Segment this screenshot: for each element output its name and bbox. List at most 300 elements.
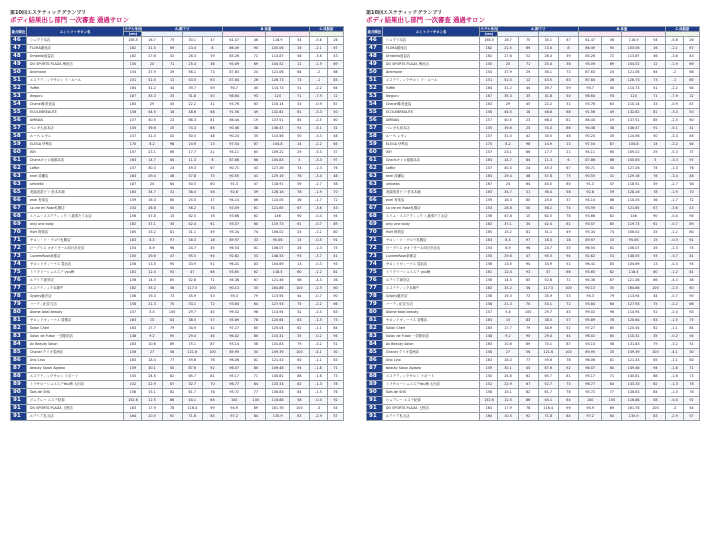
value-cell: 41: [327, 253, 343, 261]
rank-cell: 55: [11, 109, 27, 117]
value-cell: 91.3: [223, 181, 246, 189]
salon-name-cell: サロンドヴィーナス 豊浜店: [382, 261, 480, 269]
value-cell: 161.76: [622, 405, 645, 413]
value-cell: 96: [246, 309, 266, 317]
value-cell: 43: [683, 205, 699, 213]
value-cell: 162: [480, 45, 498, 53]
value-cell: -1.5: [309, 389, 327, 397]
table-row: [367, 269, 700, 277]
rank-cell: 47: [367, 45, 383, 53]
value-cell: -2.5: [309, 285, 327, 293]
value-cell: -0.9: [309, 101, 327, 109]
value-cell: 85: [162, 277, 182, 285]
value-cell: 25.4: [538, 61, 558, 69]
salon-name-cell: エステティックサロン ラポート: [26, 373, 124, 381]
value-cell: 126.73: [622, 77, 645, 85]
value-cell: 18: [202, 237, 222, 245]
value-cell: 93.59: [579, 205, 602, 213]
value-cell: 62: [289, 325, 309, 333]
value-cell: 64: [558, 397, 578, 405]
value-cell: -3.6: [309, 53, 327, 61]
value-cell: 154: [480, 69, 498, 77]
value-cell: 40: [246, 85, 266, 93]
value-cell: 73: [518, 293, 538, 301]
table-row: [367, 157, 700, 165]
rank-cell: 65: [11, 189, 27, 197]
rank-cell: 87: [367, 365, 383, 373]
salon-name-cell: HoH 阿賀店: [26, 229, 124, 237]
value-cell: -3.4: [309, 173, 327, 181]
value-cell: 80: [602, 365, 622, 373]
value-cell: 76: [327, 389, 343, 397]
value-cell: 118.4: [266, 269, 289, 277]
value-cell: 98.64: [579, 93, 602, 101]
value-cell: 47: [202, 37, 222, 45]
value-cell: 24.7: [538, 245, 558, 253]
value-cell: 157: [480, 165, 498, 173]
value-cell: 90.71: [223, 165, 246, 173]
value-cell: 13: [645, 261, 665, 269]
value-cell: 167: [480, 93, 498, 101]
value-cell: 64: [327, 141, 343, 149]
value-cell: 64: [518, 181, 538, 189]
value-cell: 120.64: [622, 317, 645, 325]
value-cell: 48: [202, 133, 222, 141]
value-cell: 60: [327, 285, 343, 293]
salon-name-cell: Av Beauty Salon: [382, 341, 480, 349]
value-cell: 59: [202, 85, 222, 93]
value-cell: 159: [480, 365, 498, 373]
value-cell: -1.3: [665, 381, 683, 389]
value-cell: 27: [142, 349, 162, 357]
value-cell: 30.5: [538, 133, 558, 141]
value-cell: 41: [602, 173, 622, 181]
value-cell: -1.3: [665, 245, 683, 253]
value-cell: 157: [124, 133, 142, 141]
rank-cell: 76: [367, 277, 383, 285]
value-cell: 113.94: [622, 293, 645, 301]
value-cell: 47.8: [142, 213, 162, 221]
value-cell: 9.2: [142, 333, 162, 341]
value-cell: 21.5: [498, 45, 518, 53]
value-cell: 70: [558, 381, 578, 389]
value-cell: 81: [602, 245, 622, 253]
value-cell: 79: [246, 293, 266, 301]
value-cell: 30: [327, 349, 343, 357]
value-cell: 8: [202, 45, 222, 53]
rank-cell: 51: [11, 77, 27, 85]
value-cell: 90: [645, 213, 665, 221]
value-cell: 56.1: [182, 69, 202, 77]
value-cell: 135.9: [266, 413, 289, 421]
value-cell: -2.4: [665, 309, 683, 317]
salon-name-cell: Ikeguru: [26, 93, 124, 101]
value-cell: 16: [289, 45, 309, 53]
value-cell: -0.7: [309, 293, 327, 301]
value-cell: 156: [480, 213, 498, 221]
value-cell: 8: [558, 45, 578, 53]
value-cell: 53: [202, 293, 222, 301]
rank-cell: 53: [367, 93, 383, 101]
salon-name-cell: Anemone: [26, 69, 124, 77]
salon-name-cell: ECOLEBREAUTE: [26, 109, 124, 117]
value-cell: 50: [162, 205, 182, 213]
value-cell: 66.3: [182, 117, 202, 125]
table-row: [367, 229, 700, 237]
value-cell: 15: [645, 237, 665, 245]
value-cell: 31.2: [142, 85, 162, 93]
value-cell: 96.06: [579, 357, 602, 365]
value-cell: -2.2: [309, 141, 327, 149]
value-cell: -2.7: [665, 181, 683, 189]
value-cell: 81: [246, 245, 266, 253]
value-cell: 89.95: [223, 349, 246, 357]
value-cell: 36: [202, 61, 222, 69]
table-row: [11, 189, 344, 197]
value-cell: 127.93: [622, 301, 645, 309]
value-cell: 79: [289, 341, 309, 349]
salon-name-cell: Sols de SHU: [26, 389, 124, 397]
value-cell: 54: [327, 405, 343, 413]
value-cell: 31: [683, 125, 699, 133]
value-cell: 64: [602, 301, 622, 309]
value-cell: 19.3: [498, 293, 518, 301]
value-cell: 31: [162, 189, 182, 197]
value-cell: 65: [645, 357, 665, 365]
value-cell: -1.9: [665, 61, 683, 69]
value-cell: 71: [327, 365, 343, 373]
value-cell: 163: [480, 357, 498, 365]
value-cell: 43: [683, 53, 699, 61]
value-cell: 49: [602, 109, 622, 117]
value-cell: -0.5: [309, 237, 327, 245]
rank-cell: 52: [367, 85, 383, 93]
value-cell: 18: [518, 109, 538, 117]
value-cell: 140.81: [266, 373, 289, 381]
rank-cell: 60: [367, 149, 383, 157]
salon-name-cell: Salon Cheri: [26, 325, 124, 333]
rank-cell: 54: [367, 101, 383, 109]
value-cell: 96.02: [579, 333, 602, 341]
value-cell: 154: [480, 245, 498, 253]
value-cell: 14.7: [498, 157, 518, 165]
value-cell: 131.83: [622, 341, 645, 349]
col-group-a: A.脚下寸: [142, 27, 223, 32]
value-cell: -4.3: [309, 277, 327, 285]
value-cell: 43: [327, 53, 343, 61]
value-cell: 36: [162, 285, 182, 293]
table-row: [367, 165, 700, 173]
value-cell: 74.3: [538, 125, 558, 133]
value-cell: 29: [518, 69, 538, 77]
value-cell: 64: [289, 69, 309, 77]
value-cell: 92.62: [223, 253, 246, 261]
col-group-a: A.脚下寸: [498, 27, 579, 32]
salon-name-cell: HoH 阿賀店: [382, 229, 480, 237]
value-cell: 8.2: [142, 141, 162, 149]
value-cell: 93: [683, 261, 699, 269]
rank-cell: 46: [367, 37, 383, 45]
value-cell: 47: [602, 181, 622, 189]
table-row: [11, 245, 344, 253]
value-cell: -3: [665, 405, 683, 413]
value-cell: 60: [558, 181, 578, 189]
value-cell: 39.7: [538, 85, 558, 93]
value-cell: 44: [162, 85, 182, 93]
table-row: [11, 45, 344, 53]
table-row: [367, 357, 700, 365]
value-cell: 146.47: [266, 125, 289, 133]
value-cell: 40: [602, 85, 622, 93]
value-cell: 81: [289, 109, 309, 117]
salon-name-cell: Yuffie: [382, 85, 480, 93]
value-cell: 18: [558, 237, 578, 245]
value-cell: 52.8: [538, 277, 558, 285]
value-cell: 79: [518, 325, 538, 333]
value-cell: 100: [289, 349, 309, 357]
value-cell: 106.07: [266, 245, 289, 253]
value-cell: 90: [289, 213, 309, 221]
value-cell: 158.5: [480, 37, 498, 45]
value-cell: -2.4: [309, 309, 327, 317]
value-cell: -0.2: [309, 333, 327, 341]
value-cell: 158.5: [124, 37, 142, 45]
value-cell: 90: [162, 261, 182, 269]
value-cell: -1.7: [665, 197, 683, 205]
value-cell: 156: [480, 349, 498, 357]
value-cell: 73: [289, 77, 309, 85]
value-cell: 119.73: [622, 221, 645, 229]
value-cell: 17.7: [498, 325, 518, 333]
value-cell: 80: [683, 229, 699, 237]
rank-cell: 79: [367, 301, 383, 309]
salon-name-cell: Charisキャロ板橋本店: [382, 157, 480, 165]
value-cell: 95.5: [538, 253, 558, 261]
value-cell: 100: [558, 349, 578, 357]
value-cell: -3.2: [665, 341, 683, 349]
value-cell: 95: [162, 333, 182, 341]
value-cell: 100: [289, 285, 309, 293]
value-cell: -0.5: [665, 237, 683, 245]
table-row: [367, 413, 700, 421]
value-cell: 58: [602, 341, 622, 349]
table-row: [11, 109, 344, 117]
value-cell: -1.5: [665, 317, 683, 325]
value-cell: 110.14: [266, 101, 289, 109]
table-row: [11, 325, 344, 333]
rank-cell: 63: [367, 181, 383, 189]
value-cell: 78: [246, 317, 266, 325]
value-cell: -3.2: [309, 341, 327, 349]
value-cell: 167: [124, 93, 142, 101]
value-cell: 59: [645, 181, 665, 189]
value-cell: 35: [602, 285, 622, 293]
value-cell: 167: [480, 181, 498, 189]
value-cell: 96.41: [223, 261, 246, 269]
value-cell: 61.47: [223, 37, 246, 45]
value-cell: 39: [558, 53, 578, 61]
value-cell: -2: [665, 69, 683, 77]
salon-name-cell: サロンドヴィーナス 豊浜店: [26, 261, 124, 269]
table-row: [11, 61, 344, 69]
value-cell: 64: [683, 85, 699, 93]
rank-cell: 62: [11, 165, 27, 173]
value-cell: 17.9: [142, 405, 162, 413]
value-cell: 155: [124, 253, 142, 261]
value-cell: 18: [162, 109, 182, 117]
value-cell: 133.33: [622, 381, 645, 389]
value-cell: 96.41: [579, 261, 602, 269]
value-cell: 30.1: [538, 37, 558, 45]
table-row: [367, 109, 700, 117]
value-cell: 39.6: [498, 125, 518, 133]
value-cell: 69: [518, 45, 538, 53]
value-cell: 92: [683, 397, 699, 405]
value-cell: 94.14: [223, 197, 246, 205]
salon-name-cell: 美顔美香ビリ 松本本館: [382, 189, 480, 197]
value-cell: -2.1: [665, 45, 683, 53]
value-cell: 95.89: [579, 317, 602, 325]
value-cell: 161.76: [266, 405, 289, 413]
value-cell: 97: [162, 237, 182, 245]
salon-name-cell: Sols de SHU: [382, 389, 480, 397]
value-cell: -0.4: [309, 397, 327, 405]
salon-name-cell: Sylphy藤沢店: [26, 293, 124, 301]
value-cell: 72: [327, 197, 343, 205]
value-cell: 158: [124, 389, 142, 397]
value-cell: 38.5: [538, 317, 558, 325]
value-cell: 30.1: [142, 365, 162, 373]
value-cell: 100: [579, 397, 602, 405]
value-cell: 66: [289, 277, 309, 285]
salon-name-cell: Ikeguru: [382, 93, 480, 101]
value-cell: 10.5: [142, 413, 162, 421]
value-cell: 37.9: [142, 69, 162, 77]
value-cell: 52.7: [538, 381, 558, 389]
value-cell: 96.07: [579, 365, 602, 373]
value-cell: 93: [162, 269, 182, 277]
value-cell: 76: [202, 357, 222, 365]
value-cell: 93.57: [223, 221, 246, 229]
value-cell: -0.4: [665, 213, 683, 221]
rank-cell: 88: [11, 373, 27, 381]
value-cell: 47: [538, 269, 558, 277]
rank-cell: 62: [367, 165, 383, 173]
table-row: [367, 125, 700, 133]
value-cell: 133.33: [266, 381, 289, 389]
value-cell: 152.6: [124, 397, 142, 405]
value-cell: -0.4: [309, 213, 327, 221]
value-cell: 86.44: [223, 117, 246, 125]
value-cell: 72: [202, 301, 222, 309]
value-cell: 9.2: [498, 333, 518, 341]
value-cell: 84: [645, 389, 665, 397]
rank-cell: 67: [367, 205, 383, 213]
value-cell: 63: [289, 317, 309, 325]
value-cell: 85: [518, 277, 538, 285]
value-cell: 87: [558, 341, 578, 349]
value-cell: 66: [602, 157, 622, 165]
value-cell: 64: [246, 301, 266, 309]
salon-name-cell: トリプラーシュエステ you梅: [26, 269, 124, 277]
value-cell: 150: [480, 373, 498, 381]
value-cell: 14: [645, 141, 665, 149]
value-cell: 62: [645, 325, 665, 333]
page-left: [10, 10, 344, 538]
value-cell: 121.65: [266, 205, 289, 213]
salon-name-cell: only one body: [26, 221, 124, 229]
value-cell: 19: [602, 117, 622, 125]
value-cell: 91: [327, 237, 343, 245]
value-cell: 58: [558, 189, 578, 197]
value-cell: 56.2: [182, 205, 202, 213]
value-cell: 162: [480, 53, 498, 61]
value-cell: 114.94: [266, 309, 289, 317]
value-cell: 121.06: [622, 69, 645, 77]
value-cell: 60: [683, 117, 699, 125]
rank-cell: 71: [367, 237, 383, 245]
value-cell: 93: [518, 269, 538, 277]
value-cell: 66.3: [538, 117, 558, 125]
value-cell: 38.5: [182, 317, 202, 325]
table-row: [367, 397, 700, 405]
value-cell: 60: [645, 269, 665, 277]
value-cell: 65: [246, 149, 266, 157]
value-cell: 80: [246, 333, 266, 341]
value-cell: 81: [162, 229, 182, 237]
value-cell: 81: [327, 269, 343, 277]
rank-cell: 56: [367, 117, 383, 125]
table-row: [367, 293, 700, 301]
value-cell: 49.3: [538, 165, 558, 173]
value-cell: 137.51: [622, 117, 645, 125]
value-cell: 85: [327, 77, 343, 85]
value-cell: 67: [327, 45, 343, 53]
col-group-c: C.体脂肪: [309, 27, 343, 32]
value-cell: 114.94: [622, 309, 645, 317]
salon-name-cell: シュプラ本店: [382, 37, 480, 45]
value-cell: 91: [645, 125, 665, 133]
rank-cell: 65: [367, 189, 383, 197]
value-cell: 12.5: [498, 397, 518, 405]
salon-name-cell: ハーティ紀井石店: [382, 301, 480, 309]
table-row: [367, 325, 700, 333]
value-cell: 33.9: [538, 261, 558, 269]
value-cell: 52: [202, 325, 222, 333]
value-cell: 35.2: [498, 285, 518, 293]
rank-cell: 88: [367, 373, 383, 381]
value-cell: 63: [327, 309, 343, 317]
value-cell: 74: [558, 205, 578, 213]
value-cell: 50: [558, 93, 578, 101]
table-row: [11, 285, 344, 293]
value-cell: 35: [518, 93, 538, 101]
rank-cell: 57: [11, 125, 27, 133]
value-cell: 61: [602, 205, 622, 213]
rank-cell: 67: [11, 205, 27, 213]
value-cell: 60: [683, 285, 699, 293]
salon-name-cell: サロン・ド・グロウ札幌店: [382, 237, 480, 245]
rank-cell: 68: [367, 213, 383, 221]
value-cell: 114.56: [622, 133, 645, 141]
value-cell: 162: [480, 221, 498, 229]
value-cell: -3.7: [665, 253, 683, 261]
value-cell: 59: [246, 189, 266, 197]
rank-cell: 77: [11, 285, 27, 293]
value-cell: 89.97: [579, 237, 602, 245]
value-cell: 71: [645, 93, 665, 101]
value-cell: 61.47: [579, 37, 602, 45]
